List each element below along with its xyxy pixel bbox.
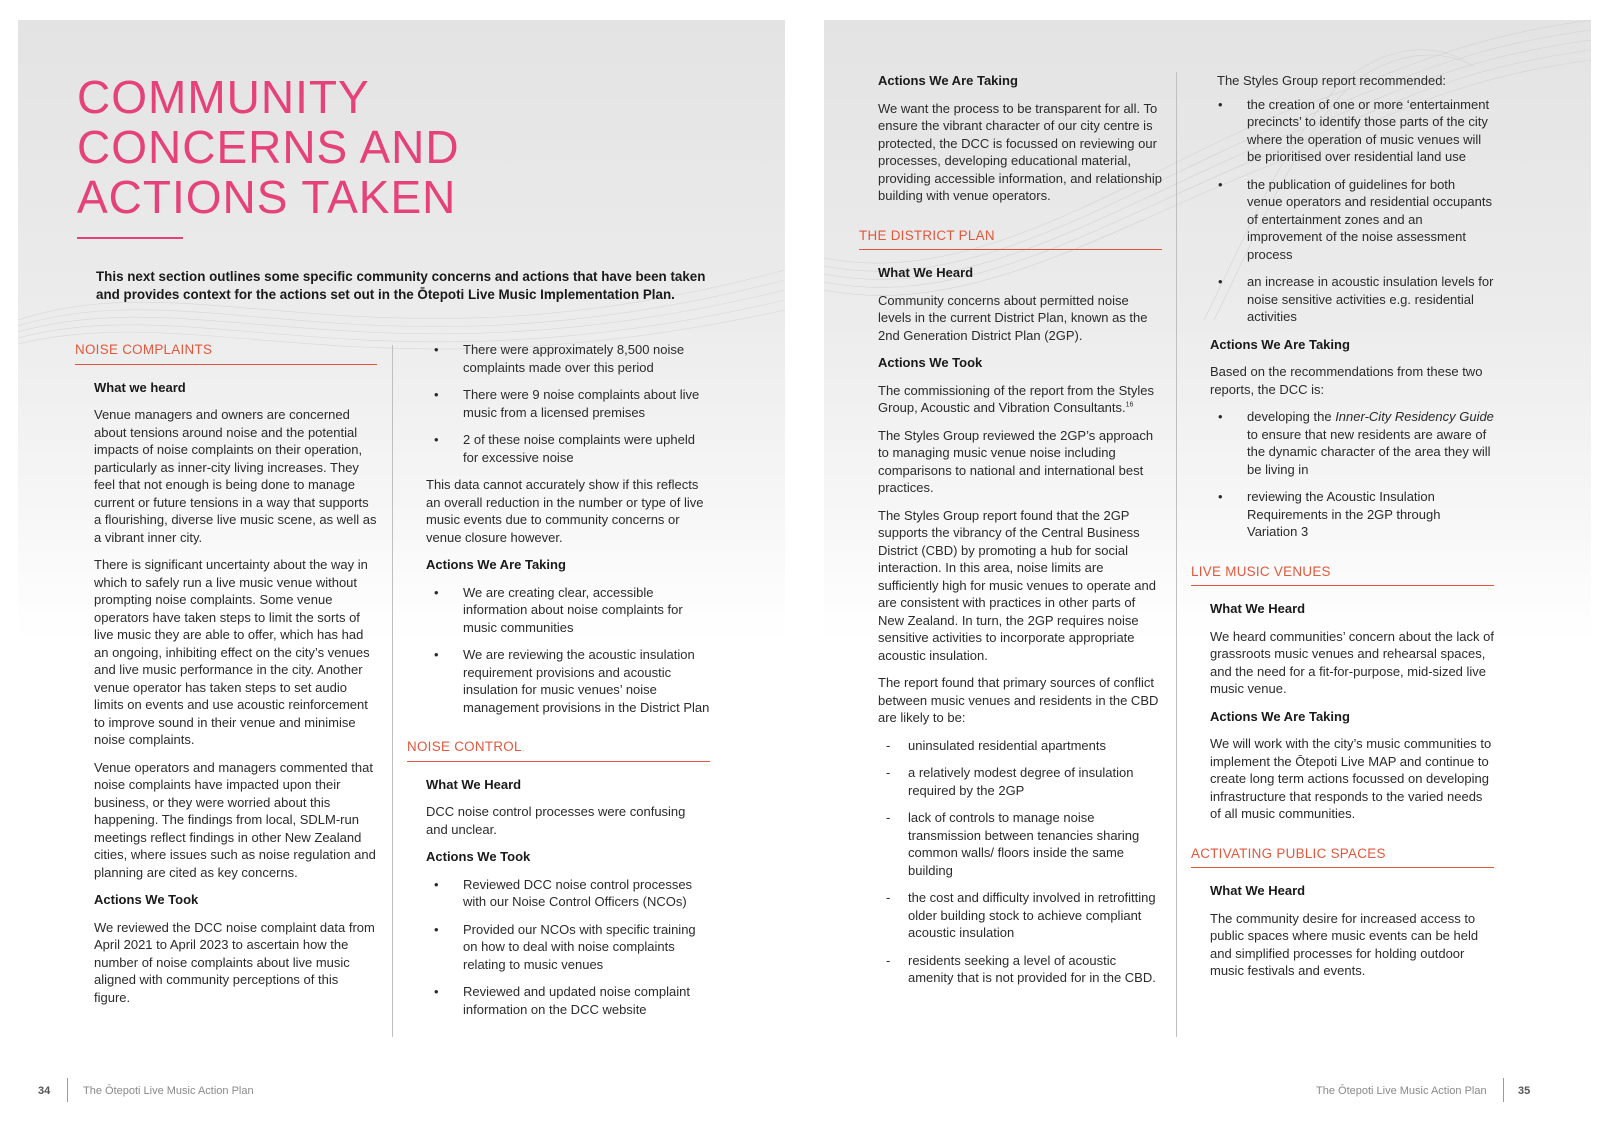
list-item: • developing the Inner-City Residency Guide to ensure that new residents are aware of the dynamic character of the area they will be living in bbox=[1218, 409, 1494, 477]
paragraph: We heard communities’ concern about the lack of grassroots music venues and rehearsal spaces, and the need for a fit-for-purpose, mid-sized live music venue. bbox=[1210, 628, 1494, 696]
paragraph: DCC noise control processes were confusing and unclear. bbox=[426, 804, 686, 837]
paragraph: We will work with the city’s music communities to implement the Ōtepoti Live MAP and continue to create long term actions focussed on developing infrastructure that responds to the varied needs of all music communities. bbox=[1210, 736, 1492, 821]
subheading-what-we-heard: What We Heard bbox=[426, 776, 522, 792]
section-heading-district-plan: THE DISTRICT PLAN bbox=[859, 227, 1162, 251]
dcc-actions-list bbox=[1210, 408, 1494, 541]
noise-data-column bbox=[407, 341, 710, 1028]
recommendations-list bbox=[1210, 96, 1494, 326]
section-heading-activating-public-spaces: ACTIVATING PUBLIC SPACES bbox=[1191, 845, 1494, 869]
paragraph: The Styles Group reviewed the 2GP’s approach to managing music venue noise including comparisons to national and international best practices. bbox=[878, 427, 1154, 495]
section-heading-live-music-venues: LIVE MUSIC VENUES bbox=[1191, 563, 1494, 587]
list-item: • There were approximately 8,500 noise complaints made over this period bbox=[434, 342, 685, 375]
list-item: • Provided our NCOs with specific training on how to deal with noise complaints relating to music venues bbox=[434, 921, 696, 972]
section-heading-noise-complaints: NOISE COMPLAINTS bbox=[75, 341, 377, 365]
title-underline bbox=[77, 237, 183, 239]
actions-list bbox=[426, 876, 710, 1019]
subheading-what-we-heard: What We Heard bbox=[1210, 601, 1306, 616]
list-item: • 2 of these noise complaints were upheld for excessive noise bbox=[434, 432, 695, 465]
subheading-actions-we-took: Actions We Took bbox=[878, 355, 983, 370]
column-divider bbox=[392, 345, 393, 1037]
guide-title: Inner-City Residency Guide bbox=[1335, 409, 1494, 424]
list-item: - uninsulated residential apartments bbox=[886, 737, 1107, 753]
section-heading-noise-control: NOISE CONTROL bbox=[407, 738, 710, 762]
actions-list bbox=[426, 584, 710, 717]
subheading-actions-we-are-taking: Actions We Are Taking bbox=[878, 73, 1018, 88]
list-item: • Reviewed DCC noise control processes with our Noise Control Officers (NCOs) bbox=[434, 876, 693, 909]
column-divider bbox=[1176, 72, 1177, 1037]
noise-complaints-column bbox=[75, 341, 377, 1016]
subheading-actions-we-are-taking: Actions We Are Taking bbox=[1210, 708, 1350, 724]
footer-doc-title-left: The Ōtepoti Live Music Action Plan bbox=[83, 1085, 254, 1097]
paragraph: The community desire for increased access to public spaces where music events can be held and simplified processes for holding outdoor music festivals and events. bbox=[1210, 910, 1479, 978]
footnote-marker: 16 bbox=[1125, 401, 1134, 409]
subheading-what-we-heard: What we heard bbox=[94, 379, 186, 395]
paragraph: Based on the recommendations from these two reports, the DCC is: bbox=[1210, 364, 1483, 397]
paragraph: We want the process to be transparent for all. To ensure the vibrant character of our city centre is protected, the DCC is focussed on reviewing our processes, developing educational material, providing accessible information, and relationship building with venue operators. bbox=[878, 100, 1162, 203]
paragraph: Community concerns about permitted noise levels in the current District Plan, known as the 2nd Generation District Plan (2GP). bbox=[878, 292, 1148, 343]
page-number-right: 35 bbox=[1518, 1085, 1531, 1097]
page-number-left: 34 bbox=[38, 1085, 51, 1097]
list-item: - the cost and difficulty involved in retrofitting older building stock to achieve compliant acoustic insulation bbox=[886, 890, 1156, 940]
recommendations-column bbox=[1191, 72, 1494, 990]
paragraph: There is significant uncertainty about the way in which to safely run a live music venue without prompting noise complaints. Some venue operators have taken steps to limit the sorts of live music they are able to offer, which has had an ongoing, inhibiting effect on the city’s venues and live music performance in the city. Another venue operator has taken steps to set audio limits on events and use acoustic reinforcement to improve sound in their venue and minimise noise complaints. bbox=[94, 557, 370, 747]
list-item: - a relatively modest degree of insulation required by the 2GP bbox=[886, 765, 1134, 798]
subheading-actions-we-are-taking: Actions We Are Taking bbox=[426, 557, 566, 572]
footer-divider bbox=[1503, 1078, 1504, 1102]
list-item: - lack of controls to manage noise transmission between tenancies sharing common walls/ floors inside the same building bbox=[886, 810, 1140, 878]
list-item: • We are creating clear, accessible information about noise complaints for music communities bbox=[434, 584, 683, 635]
subheading-actions-we-are-taking: Actions We Are Taking bbox=[1210, 336, 1350, 352]
footer-doc-title-right: The Ōtepoti Live Music Action Plan bbox=[1316, 1085, 1487, 1097]
paragraph: The Styles Group report found that the 2GP supports the vibrancy of the Central Business District (CBD) by promoting a hub for social interaction. In this area, noise limits are sufficiently high for music venues to operate and are consistent with practices in other parts of New Zealand. In turn, the 2GP requires noise sensitive activities to incorporate appropriate acoustic insulation. bbox=[878, 507, 1156, 663]
list-item: • the creation of one or more ‘entertainment precincts’ to identify those parts of the city where the operation of music venues will be prioritised over residential land use bbox=[1218, 96, 1490, 164]
paragraph: The Styles Group report recommended: bbox=[1217, 73, 1447, 88]
list-item: - residents seeking a level of acoustic amenity that is not provided for in the CBD. bbox=[886, 952, 1156, 985]
paragraph: This data cannot accurately show if this reflects an overall reduction in the number or type of live music events due to community concerns or venue closure however. bbox=[426, 477, 704, 545]
conflict-sources-list bbox=[878, 737, 1162, 987]
subheading-what-we-heard: What We Heard bbox=[878, 265, 974, 280]
footer-divider bbox=[67, 1078, 68, 1102]
intro-paragraph: This next section outlines some specific community concerns and actions that have been taken and provides context for the actions set out in the Ōtepoti Live Music Implementation Plan. bbox=[96, 269, 706, 302]
paragraph: We reviewed the DCC noise complaint data from April 2021 to April 2023 to ascertain how the number of noise complaints about live music aligned with community perceptions of this figure. bbox=[94, 919, 375, 1005]
page-title: COMMUNITY CONCERNS AND ACTIONS TAKEN bbox=[77, 71, 460, 223]
list-item: • Reviewed and updated noise complaint information on the DCC website bbox=[434, 984, 690, 1017]
noise-stats-list bbox=[426, 341, 710, 466]
list-item: • There were 9 noise complaints about live music from a licensed premises bbox=[434, 387, 700, 420]
paragraph: Venue managers and owners are concerned about tensions around noise and the potential impacts of noise complaints on their operation, particularly as inner-city living increases. They feel that not enough is being done to manage current or future tensions in a way that supports a flourishing, diverse live music scene, as well as a vibrant inner city. bbox=[94, 407, 377, 545]
list-item: • an increase in acoustic insulation levels for noise sensitive activities e.g. residential activities bbox=[1218, 274, 1494, 324]
paragraph: Venue operators and managers commented that noise complaints have impacted upon their business, or they were worried about this happening. The findings from local, SDLM-run meetings reflect findings in other New Zealand cities, where issues such as noise regulation and planning are cited as key concerns. bbox=[94, 759, 376, 880]
district-plan-column bbox=[859, 72, 1162, 997]
subheading-actions-we-took: Actions We Took bbox=[426, 849, 531, 864]
list-item: • the publication of guidelines for both venue operators and residential occupants of entertainment zones and an improvement of the noise assessment process bbox=[1218, 176, 1492, 262]
subheading-actions-we-took: Actions We Took bbox=[94, 892, 199, 907]
paragraph: The commissioning of the report from the Styles Group, Acoustic and Vibration Consultants.$^{16}$ bbox=[878, 382, 1155, 415]
list-item: • We are reviewing the acoustic insulation requirement provisions and acoustic insulation for music venues’ noise management provisions in the District Plan bbox=[434, 647, 710, 715]
paragraph: The report found that primary sources of conflict between music venues and residents in the CBD are likely to be: bbox=[878, 675, 1159, 725]
subheading-what-we-heard: What We Heard bbox=[1210, 883, 1306, 898]
list-item: • reviewing the Acoustic Insulation Requirements in the 2GP through Variation 3 bbox=[1218, 489, 1441, 539]
